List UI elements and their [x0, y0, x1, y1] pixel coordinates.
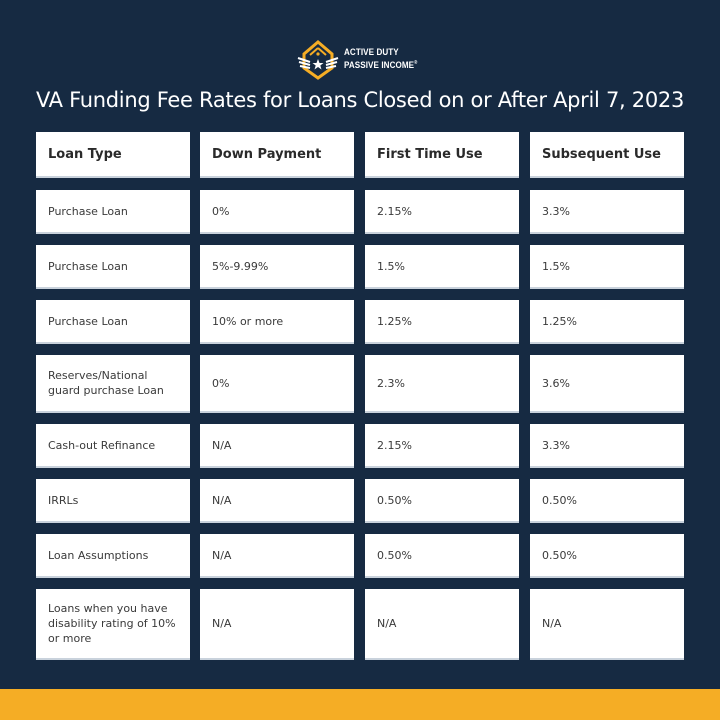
cell-first-time-use: 2.3%	[365, 355, 519, 413]
chevron-star-wings-icon	[296, 40, 340, 80]
header-first-time-use: First Time Use	[365, 132, 519, 178]
cell-loan-type: Purchase Loan	[36, 300, 190, 344]
cell-down-payment: 10% or more	[200, 300, 354, 344]
cell-subsequent-use: N/A	[530, 589, 684, 660]
cell-subsequent-use: 0.50%	[530, 479, 684, 523]
cell-first-time-use: 1.5%	[365, 245, 519, 289]
cell-subsequent-use: 1.5%	[530, 245, 684, 289]
cell-loan-type: Reserves/National guard purchase Loan	[36, 355, 190, 413]
header-loan-type: Loan Type	[36, 132, 190, 178]
brand-name	[344, 48, 417, 71]
cell-loan-type: Purchase Loan	[36, 245, 190, 289]
brand-name-line1: ACTIVE DUTY	[344, 47, 399, 59]
cell-loan-type: Cash-out Refinance	[36, 424, 190, 468]
cell-first-time-use: 0.50%	[365, 479, 519, 523]
cell-down-payment: 0%	[200, 355, 354, 413]
cell-subsequent-use: 1.25%	[530, 300, 684, 344]
cell-subsequent-use: 3.3%	[530, 190, 684, 234]
cell-down-payment: 5%-9.99%	[200, 245, 354, 289]
footer-band	[0, 689, 720, 720]
brand-name-line2: PASSIVE INCOME®	[344, 60, 418, 72]
cell-subsequent-use: 3.3%	[530, 424, 684, 468]
cell-loan-type: Purchase Loan	[36, 190, 190, 234]
cell-down-payment: N/A	[200, 589, 354, 660]
header-down-payment: Down Payment	[200, 132, 354, 178]
cell-first-time-use: 2.15%	[365, 190, 519, 234]
cell-loan-type: IRRLs	[36, 479, 190, 523]
cell-first-time-use: 0.50%	[365, 534, 519, 578]
cell-down-payment: N/A	[200, 534, 354, 578]
cell-subsequent-use: 0.50%	[530, 534, 684, 578]
cell-first-time-use: 2.15%	[365, 424, 519, 468]
cell-down-payment: N/A	[200, 479, 354, 523]
cell-subsequent-use: 3.6%	[530, 355, 684, 413]
cell-down-payment: 0%	[200, 190, 354, 234]
cell-down-payment: N/A	[200, 424, 354, 468]
header-subsequent-use: Subsequent Use	[530, 132, 684, 178]
cell-loan-type: Loan Assumptions	[36, 534, 190, 578]
brand-logo	[296, 40, 430, 80]
page-title: VA Funding Fee Rates for Loans Closed on or After April 7, 2023	[35, 88, 685, 112]
cell-first-time-use: 1.25%	[365, 300, 519, 344]
cell-first-time-use: N/A	[365, 589, 519, 660]
cell-loan-type: Loans when you have disability rating of 10% or more	[36, 589, 190, 660]
